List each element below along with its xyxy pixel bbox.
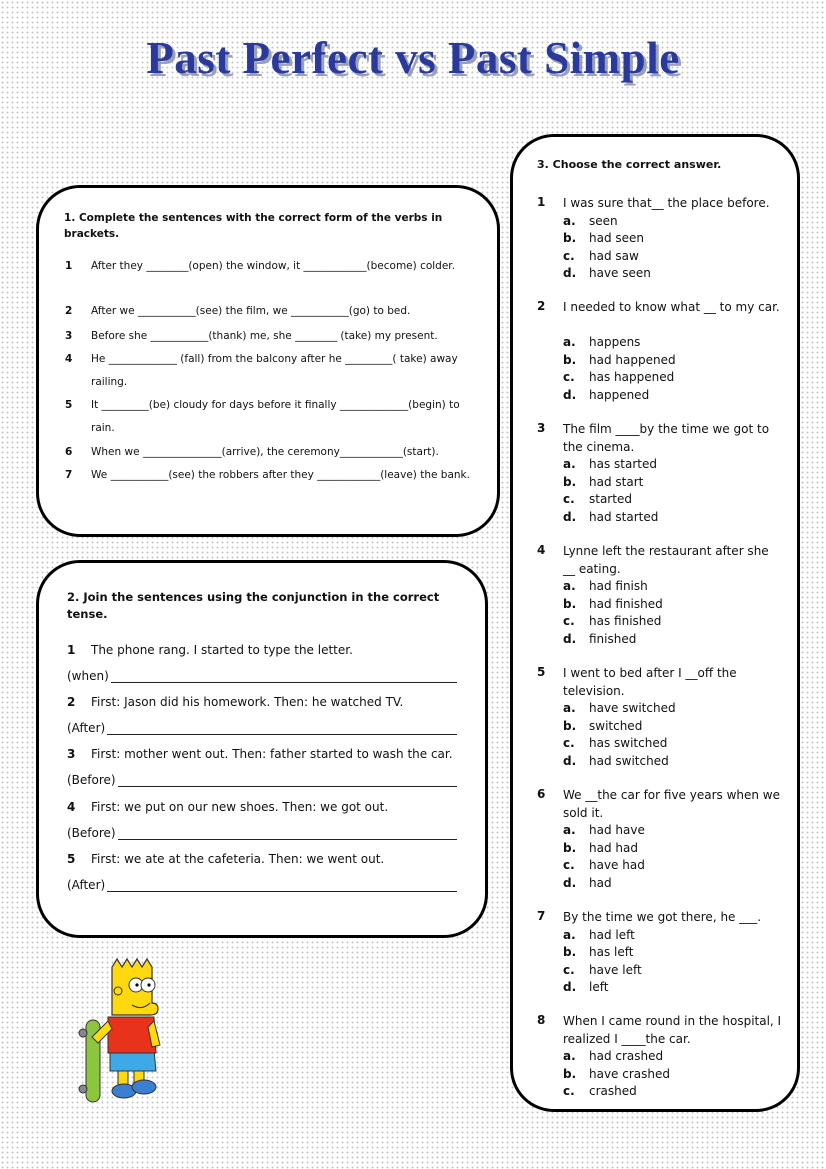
conjunction-label: (Before): [67, 826, 116, 840]
answer-option[interactable]: [563, 230, 644, 248]
exercise-2-heading: 2. Join the sentences using the conjunction in the correct tense.: [67, 590, 440, 621]
item-text: First: Jason did his homework. Then: he watched TV.: [91, 695, 404, 709]
exercise-1-instruction: . Complete the sentences with the correct form of the verbs in brackets.: [64, 212, 443, 240]
item-number: 4: [65, 353, 73, 365]
question-number: 8: [537, 1013, 546, 1027]
item-text: He _____________ (fall) from the balcony after he _________( take) away railing.: [91, 353, 458, 388]
question-text: When I came round in the hospital, I realized I ____the car.: [563, 1014, 782, 1046]
item-number: 4: [67, 800, 76, 814]
option-text: happened: [589, 387, 650, 402]
option-letter: a.: [563, 823, 576, 837]
answer-option[interactable]: [563, 369, 674, 387]
answer-option[interactable]: [563, 456, 657, 474]
answer-option[interactable]: [563, 265, 651, 283]
answer-option[interactable]: [563, 718, 642, 736]
item-text: First: mother went out. Then: father started to wash the car.: [91, 747, 453, 761]
option-text: have left: [589, 962, 642, 977]
answer-option[interactable]: [563, 979, 608, 997]
answer-option[interactable]: [563, 857, 645, 875]
option-text: had crashed: [589, 1049, 664, 1063]
question-text: By the time we got there, he ___.: [563, 910, 762, 924]
exercise-3-box: [510, 134, 800, 1112]
item-number: 1: [65, 260, 73, 272]
conjunction-label: (when): [67, 669, 109, 683]
answer-row: [67, 878, 457, 892]
item-text: After we ___________(see) the film, we ___________(go) to bed.: [91, 305, 411, 317]
option-text: have crashed: [589, 1066, 670, 1081]
item-number: 6: [65, 446, 73, 458]
option-text: has switched: [589, 736, 668, 750]
option-letter: b.: [563, 231, 577, 245]
option-text: finished: [589, 631, 637, 646]
option-letter: b.: [563, 718, 577, 733]
option-text: left: [589, 980, 609, 994]
item-text: The phone rang. I started to type the letter.: [91, 643, 353, 657]
answer-option[interactable]: [563, 352, 676, 370]
option-letter: a.: [563, 335, 576, 349]
answer-option[interactable]: [563, 1083, 637, 1101]
answer-option[interactable]: [563, 509, 658, 527]
conjunction-label: (Before): [67, 773, 116, 787]
option-letter: c.: [563, 1084, 575, 1098]
option-text: had finished: [589, 596, 663, 611]
option-text: had left: [589, 927, 635, 942]
exercise-2-item: [67, 852, 467, 866]
question-text: Lynne left the restaurant after she __ eating.: [563, 544, 769, 576]
question-text: I needed to know what __ to my car.: [563, 300, 780, 314]
option-letter: d.: [563, 980, 577, 994]
option-letter: a.: [563, 457, 576, 471]
exercise-1-number: 1: [64, 212, 72, 224]
option-letter: b.: [563, 840, 577, 855]
option-letter: c.: [563, 614, 575, 628]
answer-option[interactable]: [563, 700, 676, 718]
option-letter: d.: [563, 631, 577, 646]
option-text: had finish: [589, 579, 648, 593]
exercise-2-box: [36, 560, 488, 938]
option-text: had have: [589, 823, 645, 837]
answer-option[interactable]: [563, 1048, 663, 1066]
option-letter: a.: [563, 1049, 576, 1063]
option-letter: d.: [563, 387, 577, 402]
answer-option[interactable]: [563, 735, 667, 753]
option-text: switched: [589, 718, 643, 733]
option-text: has happened: [589, 370, 675, 384]
item-number: 3: [67, 747, 76, 761]
answer-option[interactable]: [563, 474, 643, 492]
question-number: 6: [537, 787, 546, 801]
option-text: crashed: [589, 1084, 637, 1098]
option-letter: b.: [563, 945, 577, 959]
answer-option[interactable]: [563, 1066, 670, 1084]
option-text: had started: [589, 509, 659, 524]
option-letter: c.: [563, 370, 575, 384]
option-letter: b.: [563, 1066, 577, 1081]
option-letter: d.: [563, 266, 577, 280]
option-text: had: [589, 875, 612, 890]
answer-row: [67, 669, 457, 683]
exercise-3-heading: 3. Choose the correct answer.: [537, 158, 722, 171]
answer-option[interactable]: [563, 944, 633, 962]
option-text: has left: [589, 945, 634, 959]
answer-line[interactable]: [111, 670, 457, 683]
option-text: has finished: [589, 614, 662, 628]
answer-option[interactable]: [563, 822, 645, 840]
option-letter: a.: [563, 701, 576, 715]
option-letter: b.: [563, 474, 577, 489]
item-text: First: we ate at the cafeteria. Then: we went out.: [91, 852, 385, 866]
option-text: have switched: [589, 701, 676, 715]
item-number: 5: [65, 399, 73, 411]
option-letter: a.: [563, 927, 576, 942]
question-number: 7: [537, 909, 546, 923]
option-letter: a.: [563, 213, 576, 228]
option-text: had start: [589, 474, 644, 489]
option-letter: c.: [563, 858, 575, 872]
answer-option[interactable]: [563, 875, 612, 893]
option-text: had saw: [589, 248, 639, 263]
answer-line[interactable]: [118, 827, 457, 840]
option-letter: d.: [563, 509, 577, 524]
conjunction-label: (After): [67, 721, 106, 735]
item-text: We ___________(see) the robbers after they ____________(leave) the bank.: [91, 469, 470, 481]
option-letter: d.: [563, 753, 577, 768]
option-text: have seen: [589, 266, 651, 280]
option-letter: c.: [563, 248, 575, 263]
question-text: I went to bed after I __off the television.: [563, 666, 737, 698]
page-title: Past Perfect vs Past Simple: [146, 33, 680, 83]
answer-option[interactable]: [563, 927, 635, 945]
question-number: 5: [537, 665, 546, 679]
answer-row: [67, 721, 457, 735]
exercise-1-box: [36, 185, 500, 537]
answer-option[interactable]: [563, 631, 636, 649]
option-text: have had: [589, 858, 645, 872]
option-letter: a.: [563, 579, 576, 593]
question-number: 1: [537, 195, 546, 209]
answer-row: [67, 826, 457, 840]
item-number: 2: [67, 695, 76, 709]
answer-option[interactable]: [563, 491, 632, 509]
option-text: had happened: [589, 352, 676, 367]
option-letter: c.: [563, 492, 575, 506]
answer-row: [67, 773, 457, 787]
answer-option[interactable]: [563, 753, 669, 771]
conjunction-label: (After): [67, 878, 106, 892]
exercise-2-item: [67, 643, 467, 657]
answer-line[interactable]: [107, 722, 457, 735]
option-letter: b.: [563, 352, 577, 367]
item-number: 1: [67, 643, 76, 657]
question-number: 2: [537, 299, 546, 313]
question-text: The film ____by the time we got to the cinema.: [563, 422, 770, 454]
answer-option[interactable]: [563, 596, 663, 614]
option-text: had switched: [589, 753, 669, 768]
answer-option[interactable]: [563, 248, 639, 266]
answer-option[interactable]: [563, 613, 661, 631]
option-text: happens: [589, 335, 641, 349]
item-text: It _________(be) cloudy for days before it finally _____________(begin) to rain.: [91, 399, 460, 434]
option-text: had had: [589, 840, 638, 855]
option-text: seen: [589, 213, 618, 228]
option-letter: d.: [563, 875, 577, 890]
answer-option[interactable]: [563, 578, 648, 596]
option-letter: b.: [563, 596, 577, 611]
option-letter: c.: [563, 962, 575, 977]
item-number: 2: [65, 305, 73, 317]
answer-line[interactable]: [118, 774, 457, 787]
answer-option[interactable]: [563, 334, 640, 352]
answer-option[interactable]: [563, 840, 638, 858]
item-number: 5: [67, 852, 76, 866]
option-text: started: [589, 492, 632, 506]
item-text: First: we put on our new shoes. Then: we got out.: [91, 800, 389, 814]
answer-option[interactable]: [563, 962, 642, 980]
item-number: 7: [65, 469, 73, 481]
answer-option[interactable]: [563, 213, 618, 231]
exercise-2-item: [67, 695, 467, 709]
bart-simpson-illustration: [74, 955, 194, 1110]
question-number: 3: [537, 421, 546, 435]
item-number: 3: [65, 330, 73, 342]
answer-line[interactable]: [107, 879, 457, 892]
question-text: I was sure that__ the place before.: [563, 196, 770, 210]
item-text: When we _______________(arrive), the ceremony____________(start).: [91, 446, 439, 458]
exercise-2-item: [67, 747, 467, 761]
question-text: We __the car for five years when we sold it.: [563, 788, 780, 820]
exercise-1-heading: [64, 210, 444, 242]
item-text: Before she ___________(thank) me, she ________ (take) my present.: [91, 330, 438, 342]
exercise-2-item: [67, 800, 467, 814]
answer-option[interactable]: [563, 387, 649, 405]
option-text: had seen: [589, 231, 645, 245]
question-number: 4: [537, 543, 546, 557]
option-text: has started: [589, 457, 657, 471]
option-letter: c.: [563, 736, 575, 750]
item-text: After they ________(open) the window, it ____________(become) colder.: [91, 260, 455, 272]
